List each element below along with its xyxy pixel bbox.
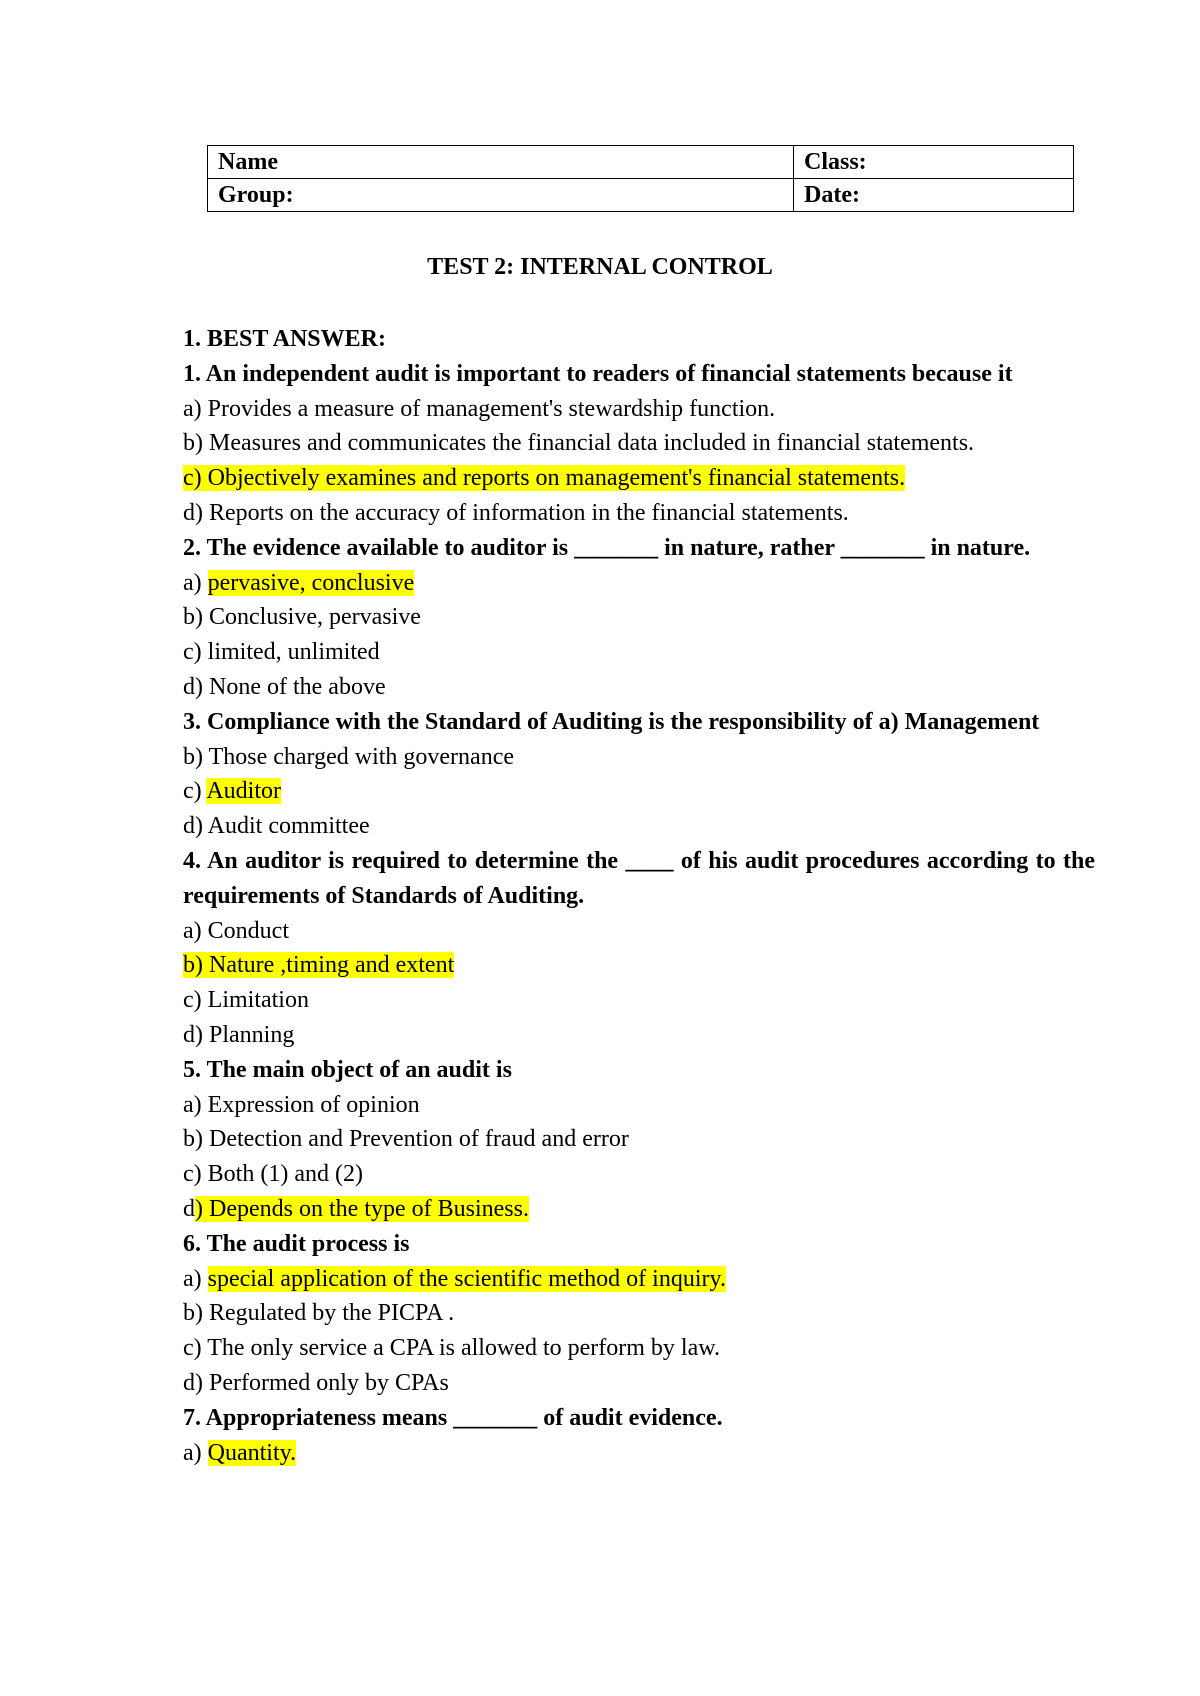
highlighted-answer: Quantity. bbox=[207, 1439, 297, 1466]
q6-option-b: b) Regulated by the PICPA . bbox=[183, 1300, 455, 1327]
q7-option-a: a) Quantity. bbox=[183, 1439, 297, 1466]
name-cell: Name bbox=[208, 146, 794, 179]
question-1: 1. An independent audit is important to readers of financial statements because it bbox=[183, 360, 1013, 387]
q6-option-c: c) The only service a CPA is allowed to perform by law. bbox=[183, 1335, 721, 1362]
class-cell: Class: bbox=[794, 146, 1074, 179]
highlighted-answer: Auditor bbox=[206, 778, 281, 805]
question-2: 2. The evidence available to auditor is _______ in nature, rather _______ in nature. bbox=[183, 534, 1031, 561]
q6-option-d: d) Performed only by CPAs bbox=[183, 1369, 449, 1396]
q3-option-c: c) Auditor bbox=[183, 778, 281, 805]
student-info-table bbox=[207, 145, 1074, 212]
q4-option-c: c) Limitation bbox=[183, 987, 309, 1014]
q3-option-b: b) Those charged with governance bbox=[183, 743, 514, 770]
q1-option-c bbox=[183, 461, 1095, 496]
q5-option-a: a) Expression of opinion bbox=[183, 1091, 420, 1118]
question-3: 3. Compliance with the Standard of Auditing is the responsibility of a) Management bbox=[183, 708, 1040, 735]
q4-option-a: a) Conduct bbox=[183, 917, 289, 944]
question-6: 6. The audit process is bbox=[183, 1230, 410, 1257]
highlighted-answer: special application of the scientific method of inquiry. bbox=[207, 1265, 726, 1292]
q6-option-a: a) special application of the scientific method of inquiry. bbox=[183, 1265, 726, 1292]
q5-option-b: b) Detection and Prevention of fraud and error bbox=[183, 1126, 629, 1153]
q4-option-b bbox=[183, 948, 1095, 983]
section-heading: 1. BEST ANSWER: bbox=[183, 326, 386, 352]
question-5: 5. The main object of an audit is bbox=[183, 1056, 512, 1083]
highlighted-answer: pervasive, conclusive bbox=[207, 569, 415, 596]
q5-option-d: d) Depends on the type of Business. bbox=[183, 1195, 529, 1222]
highlighted-answer: ) Depends on the type of Business. bbox=[195, 1195, 529, 1222]
test-title: TEST 2: INTERNAL CONTROL bbox=[427, 254, 773, 280]
q1-option-a: a) Provides a measure of management's stewardship function. bbox=[183, 395, 776, 422]
q1-option-b: b) Measures and communicates the financial data included in financial statements. bbox=[183, 430, 975, 457]
highlighted-answer: b) Nature ,timing and extent bbox=[183, 952, 455, 979]
group-cell: Group: bbox=[208, 179, 794, 212]
q2-option-d: d) None of the above bbox=[183, 673, 386, 700]
q2-option-a: a) pervasive, conclusive bbox=[183, 569, 415, 596]
question-4: 4. An auditor is required to determine the ____ of his audit procedures according to the requirements of Standards of Auditing. bbox=[183, 847, 1095, 909]
test-body bbox=[183, 322, 1095, 1470]
question-7: 7. Appropriateness means _______ of audit evidence. bbox=[183, 1404, 723, 1431]
q2-option-b: b) Conclusive, pervasive bbox=[183, 604, 421, 631]
q3-option-d: d) Audit committee bbox=[183, 813, 370, 840]
q1-option-d: d) Reports on the accuracy of information in the financial statements. bbox=[183, 499, 849, 526]
highlighted-answer: c) Objectively examines and reports on management's financial statements. bbox=[183, 465, 906, 492]
q4-option-d: d) Planning bbox=[183, 1021, 295, 1048]
date-cell: Date: bbox=[794, 179, 1074, 212]
q2-option-c: c) limited, unlimited bbox=[183, 639, 380, 666]
q5-option-c: c) Both (1) and (2) bbox=[183, 1161, 363, 1188]
